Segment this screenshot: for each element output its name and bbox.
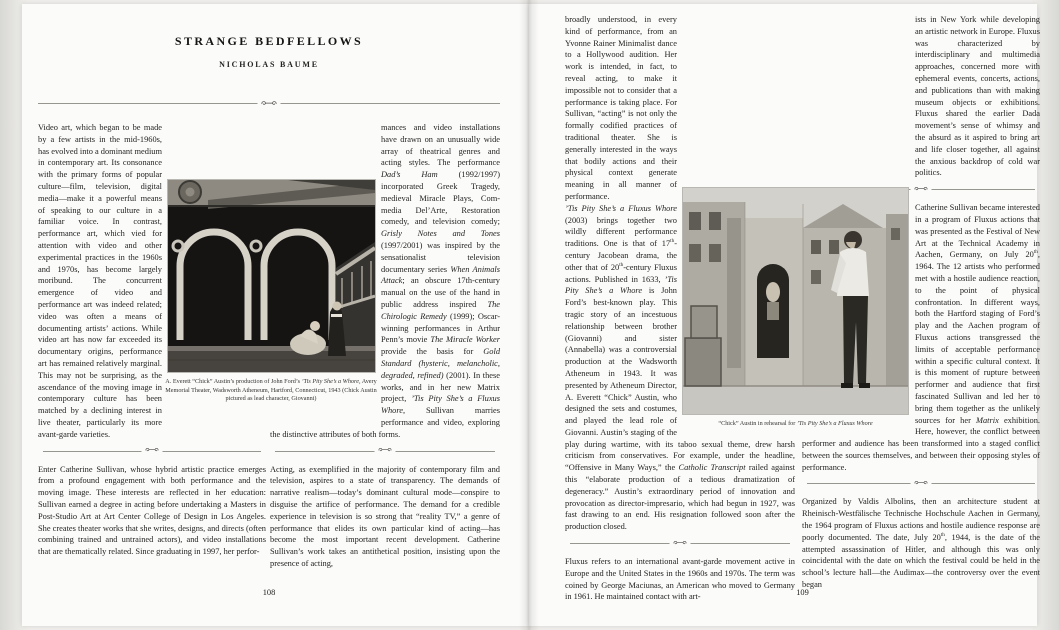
scroll-ornament-icon bbox=[911, 186, 932, 192]
paragraph-enter-sullivan: Enter Catherine Sullivan, whose hybrid artistic practice emerges from a profound engagement with both performance and the moving image. These interests are reflected in her education: Sullivan earned a degree in acting before undertaking a Masters in Post-Studio Art at Art Center College of Design in Los Angeles. She creates theater works that she writes, designs, and directs (often combining trained and untrained actors), and video installations that are thematically related. Since graduating in 1997, her perfor- bbox=[38, 464, 266, 557]
page-right bbox=[529, 4, 1041, 626]
paragraph-organized-albolins: Organized by Valdis Albolins, then an architecture student at Rheinisch-Westfälische Technische Hochschule Aachen in Germany, the 1964 program of Fluxus actions and hostile audience response are poorly documented. The date, July 20th, 1944, is the date of the attempted assassination of Hitler, and although this was only coincidental with the date on which the festival could be held in the school’s lecture hall—the Audimax—the controversy over the event began bbox=[802, 497, 1041, 590]
scroll-ornament-icon bbox=[142, 447, 163, 453]
paragraph-video-art: Video art, which began to be made by a few artists in the mid-1960s, has evolved into a dominant medium in contemporary art. Its consonance with the primary forms of popular culture—film, television, digital media—make it a powerful means of speaking to our culture in a familiar voice. In contrast, performance art, which vied for attention with video and other experimental practices in the 1960s and 1970s, has become largely moribund. The concurrent emergence of video and performance art was indeed related; video was often a means of documenting artists’ actions. While video art has now far exceeded its documentary origins, performance art has remained relatively marginal. This may not be surprising, as the ascendance of the moving image in contemporary culture has been matched by a declining interest in live theater, particularly its more avant-garde varieties. bbox=[38, 123, 162, 439]
section-divider-rule bbox=[275, 451, 495, 452]
article-author: NICHOLAS BAUME bbox=[219, 60, 319, 69]
scroll-ornament-icon bbox=[375, 447, 396, 453]
photo-1943-production-still bbox=[168, 180, 375, 372]
scroll-ornament-icon bbox=[258, 100, 281, 107]
section-divider-rule bbox=[43, 451, 261, 452]
rehearsal-photo-illustration bbox=[683, 188, 908, 414]
section-divider-rule bbox=[807, 483, 1035, 484]
article-title: STRANGE BEDFELLOWS bbox=[174, 34, 364, 48]
paragraph-broadly-understood: broadly understood, in every kind of performance, from an Yvonne Rainer Minimalist dance to a Hollywood audition. Her work is intended, in fact, to reveal acting, to make it impossible not to consider that a performance is taking place. For Sullivan, “acting” is not only the formally codified practices of traditional theater. She is generally interested in the ways that bodily actions and their physical context generate meaning in all manner of performance. bbox=[565, 15, 677, 201]
page-left bbox=[22, 4, 529, 626]
paragraph-acting: Acting, as exemplified in the majority of contemporary film and television, aspires to a state of transparency. The demands of narrative realism—today’s dominant cultural mode—conspire to disguise the artifice of performance. The demand for a credible experience in television is so strong that “reality TV,” a genre of performance that elides its own particular kind of acting—has become the most important recent development. Catherine Sullivan’s work takes an antithetical position, insisting upon the presence of acting, bbox=[270, 464, 500, 568]
scroll-ornament-icon bbox=[911, 480, 932, 486]
page-number: 109 bbox=[796, 588, 809, 597]
paragraph-sullivan-fluxus-program: Catherine Sullivan became interested in a program of Fluxus actions that was presented as the Festival of New Art at the Technical Academy in Aachen, Germany, on July 20th, 1964. The 12 artists who performed met with a hostile audience reaction, to the point of physical confrontation. In different ways, both the Hartford staging of Ford’s play and the Aachen program of Fluxus actions transgressed the limits of acceptable performance within a specific cultural context. It is this moment of rupture between performer and audience that first fascinated Sullivan and led her to bring them together as the unlikely sources for her Matrix exhibition. Here, however, the conflict between performer and audience has been transformed into a staged conflict between the sources themselves, and between their opposing styles of performance. bbox=[802, 203, 1040, 472]
paragraph-ists-new-york: ists in New York while developing an artistic network in Europe. Fluxus was characterized by interdisciplinary and multimedia approaches, concerned more with ephemeral events, concerts, actions, and publications than with making museum objects or exhibitions. Fluxus shared the earlier Dada movement’s sense of whimsy and the absurd as it aspired to bring art and life closer together, all against the anxious backdrop of cold war politics. bbox=[915, 15, 1040, 178]
photo-austin-rehearsal-still bbox=[683, 188, 908, 414]
page-number: 108 bbox=[262, 588, 276, 597]
scroll-ornament-icon bbox=[670, 540, 691, 546]
photo-caption: “Chick” Austin in rehearsal for ’Tis Pity She’s a Fluxus Whore bbox=[718, 420, 873, 427]
stage-photo-illustration bbox=[168, 180, 375, 372]
title-block bbox=[38, 34, 500, 69]
section-divider-rule bbox=[570, 543, 790, 544]
photo-caption: A. Everett “Chick” Austin’s production of John Ford’s ’Tis Pity She’s a Whore, Avery Memorial Theater, Wadsworth Atheneum, Hartford, Connecticut, 1943 (Chick Austin pictured as lead character, Giovanni) bbox=[165, 378, 377, 403]
paragraph-tis-pity-2003: ’Tis Pity She’s a Fluxus Whore (2003) brings together two wildly different performance traditions. One is that of 17th-century Jacobean drama, the other that of 20th-century Fluxus actions. Published in 1633, ’Tis Pity She’s a Whore is John Ford’s best-known play. This tragic story of an incestuous relationship between brother (Giovanni) and sister (Annabella) was a controversial production at the Wadsworth Atheneum in 1943. It was presented by Atheneum Director, A. Everett “Chick” Austin, who designed the sets and costumes, and played the lead role of Giovanni. Austin’s staging of the play during wartime, with its taboo sexual theme, drew harsh criticism from conservatives. For example, under the headline, “Offensive in Many Ways,” the Catholic Transcript railed against this “elaborate production of a tedious dramatization of degeneracy.” Austin’s extraordinary period of innovation and provocation as director-impresario, which had begun in 1927, was fast drawing to an end. His resignation followed soon after the production closed. bbox=[565, 203, 795, 532]
paragraph-performances: mances and video installations have drawn on an unusually wide array of theatrical genres and acting styles. The performance Dad’s Ham (1992/1997) incorporated Greek Tragedy, medieval Miracle Plays, Com-media Del’Arte, Restoration comedy, and television comedy; Grisly Notes and Tones (1997/2001) was inspired by the sensationalist television documentary series When Animals Attack; an obscure 17th-century manual on the use of the hand in public address inspired The Chirologic Remedy (1999); Oscar-winning performances in Arthur Penn’s movie The Miracle Worker provide the basis for Gold Standard (hysteric, melancholic, degraded, refined) (2001). In these works, and in her new Matrix project, ’Tis Pity She’s a Fluxus Whore, Sullivan marries performance and video, exploring the distinctive attributes of both forms. bbox=[270, 123, 500, 439]
title-divider-rule bbox=[38, 103, 500, 104]
paragraph-fluxus-refers: Fluxus refers to an international avant-garde movement active in Europe and the United States in the 1960s and 1970s. The term was coined by George Maciunas, an American who moved to Germany in 1961. He maintained contact with art- bbox=[565, 557, 795, 602]
